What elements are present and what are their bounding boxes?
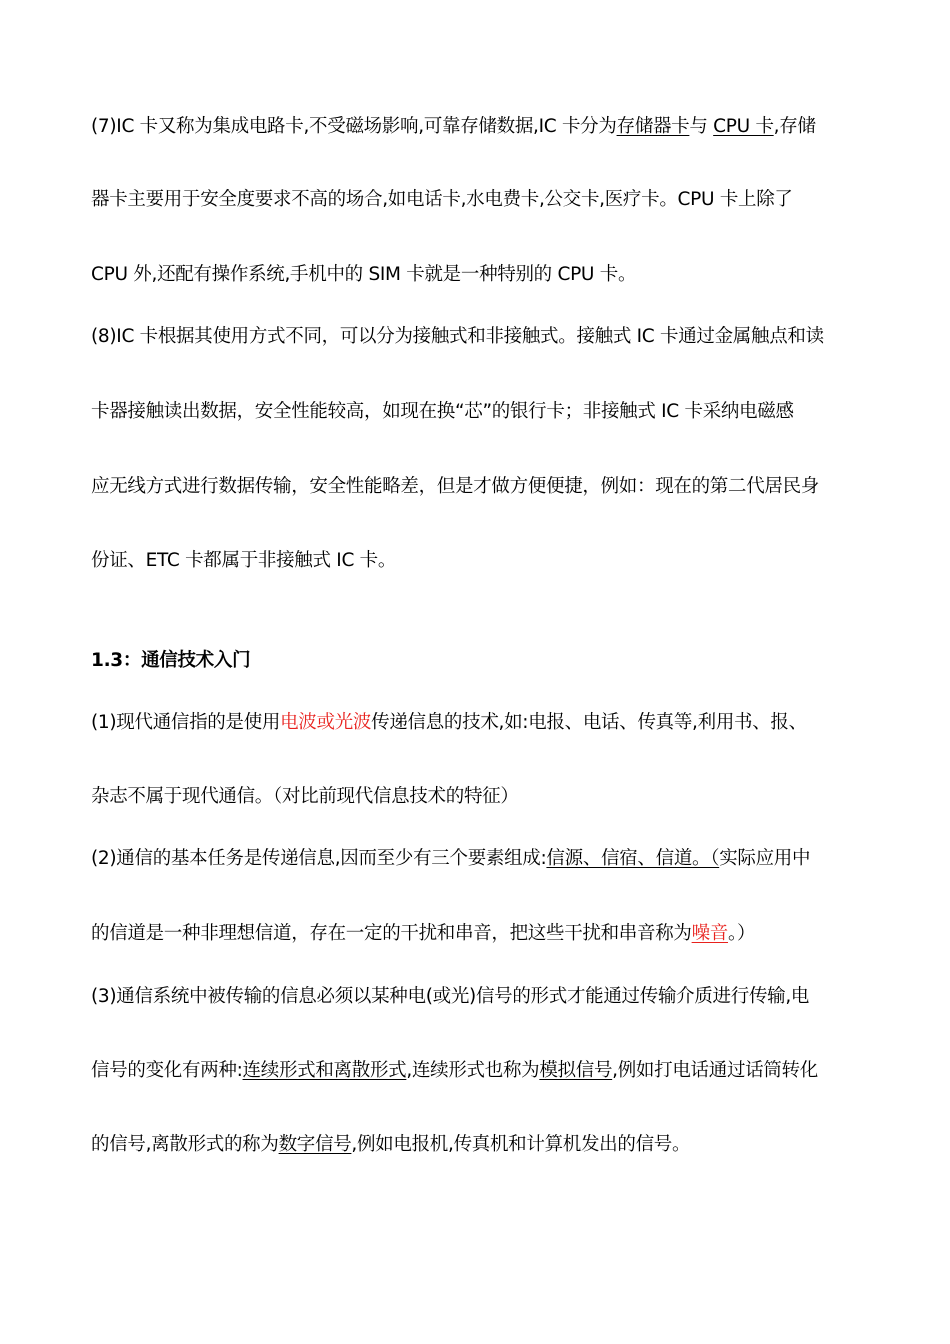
digital-signal-term: 数字信号 — [278, 1134, 352, 1155]
paragraph-7-line-2: 器卡主要用于安全度要求不高的场合,如电话卡,水电费卡,公交卡,医疗卡。CPU 卡上除了 — [91, 189, 793, 210]
section-heading: 1.3：通信技术入门 — [91, 650, 251, 671]
continuous-discrete-term: 连续形式和离散形式 — [242, 1060, 407, 1081]
cpu-card-term: CPU 卡 — [713, 116, 774, 137]
analog-signal-term: 模拟信号 — [539, 1060, 613, 1081]
paragraph-8-line-1: (8)IC 卡根据其使用方式不同，可以分为接触式和非接触式。接触式 IC 卡通过金属触点和读 — [91, 326, 824, 347]
paragraph-7-line-3: CPU 外,还配有操作系统,手机中的 SIM 卡就是一种特别的 CPU 卡。 — [91, 264, 637, 285]
noise-term: 噪音 — [691, 923, 729, 944]
paragraph-8-line-2: 卡器接触读出数据，安全性能较高，如现在换“芯”的银行卡；非接触式 IC 卡采纳电磁感 — [91, 401, 794, 422]
paragraph-1-line-1: (1)现代通信指的是使用电波或光波传递信息的技术,如:电报、电话、传真等,利用书、报、 — [91, 712, 807, 733]
paragraph-3-line-1: (3)通信系统中被传输的信息必须以某种电(或光)信号的形式才能通过传输介质进行传输,电 — [91, 986, 810, 1007]
paragraph-2-line-2: 的信道是一种非理想信道，存在一定的干扰和串音，把这些干扰和串音称为噪音。） — [91, 923, 756, 944]
paragraph-2-line-1: (2)通信的基本任务是传递信息,因而至少有三个要素组成:信源、信宿、信道。（实际应用中 — [91, 848, 811, 869]
paragraph-8-line-3: 应无线方式进行数据传输，安全性能略差，但是才做方便便捷，例如：现在的第二代居民身 — [91, 476, 820, 497]
storage-card-term: 存储器卡 — [616, 116, 690, 137]
paragraph-8-line-4: 份证、ETC 卡都属于非接触式 IC 卡。 — [91, 550, 397, 571]
paragraph-3-line-2: 信号的变化有两种:连续形式和离散形式,连续形式也称为模拟信号,例如打电话通过话筒转化 — [91, 1060, 818, 1081]
radio-light-wave-term: 电波或光波 — [280, 712, 372, 733]
paragraph-7-line-1: (7)IC 卡又称为集成电路卡,不受磁场影响,可靠存储数据,IC 卡分为存储器卡与 CPU 卡,存储 — [91, 116, 816, 137]
three-elements-term: 信源、信宿、信道。（ — [546, 848, 720, 869]
paragraph-1-line-2: 杂志不属于现代通信。（对比前现代信息技术的特征） — [91, 786, 519, 807]
paragraph-3-line-3: 的信号,离散形式的称为数字信号,例如电报机,传真机和计算机发出的信号。 — [91, 1134, 691, 1155]
